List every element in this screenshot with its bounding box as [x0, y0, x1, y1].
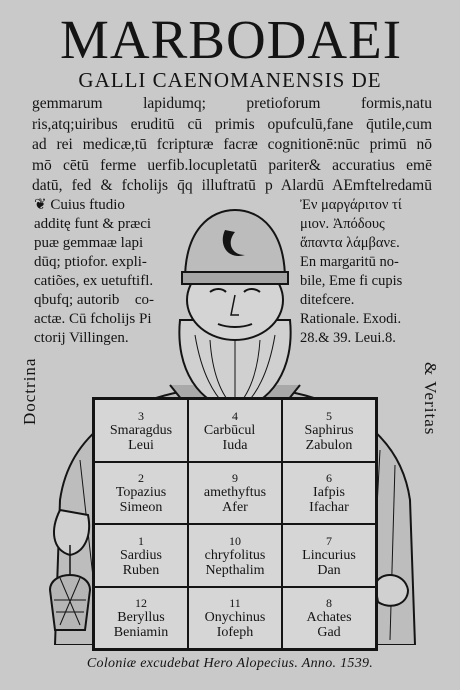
left-line: dūq; ptiofor. expli- [34, 254, 147, 270]
intro-line: gemmarum lapidumq; pretioforum formis,natu [32, 95, 432, 112]
grid-cell [282, 587, 376, 650]
right-line: 28.& 39. Leui.8. [300, 330, 396, 346]
grid-cell [94, 462, 188, 525]
left-line: actæ. Cū fcholijs Pi [34, 311, 152, 327]
cell-number: 6 [326, 471, 332, 486]
cell-stone: Onychinus [204, 610, 266, 626]
left-line: qbufq; autorib᷑ co- [34, 292, 154, 308]
intro-line: ris,atq;uiribus eruditū cū primis opufculū,fane q̄utile,cum [32, 115, 432, 133]
cell-tribe: Ifachar [309, 500, 349, 516]
left-line: catiões, ex uetuftifl. [34, 273, 154, 289]
grid-cell [94, 587, 188, 650]
intro-line: datū, fed & fcholijs q̄q illuftratū p Alardū AEmftelredamū [32, 177, 432, 194]
cell-tribe: Beniamin [113, 625, 169, 641]
right-line: bile, Eme fi cupis [300, 273, 403, 289]
cell-tribe: Dan [317, 562, 341, 578]
right-line: Rationale. Exodi. [300, 311, 402, 327]
cell-stone: Achates [306, 610, 352, 626]
cell-stone: Beryllus [117, 610, 165, 626]
breastplate-grid [92, 397, 378, 651]
cell-tribe: Iuda [222, 437, 248, 453]
cell-stone: Carbūcul᷑ [203, 422, 267, 438]
left-line: additę funt & præci [34, 216, 152, 232]
cell-tribe: Iofeph [216, 625, 254, 641]
cell-stone: Sardius [120, 547, 162, 563]
grid-cell [188, 587, 282, 650]
intro-line: ad rei medicæ,tū fcripturæ facræ cognitionē:nūc primū nō [32, 136, 432, 153]
cell-stone: Smaragdus [109, 422, 173, 438]
grid-cell [282, 524, 376, 587]
right-line: ditefcere. [300, 292, 355, 308]
left-text-column [34, 196, 184, 348]
cell-stone: Lincurius [302, 547, 356, 563]
page-title: MARBODAEI [59, 9, 403, 70]
imprint-footer: Coloniæ excudebat Hero Alopecius. Anno. 1539. [86, 656, 374, 671]
right-line: Ἐν μαργάριτον τί [300, 197, 402, 213]
left-line: puæ gemmaæ lapi [34, 235, 144, 251]
cell-tribe: Simeon [119, 500, 163, 516]
cell-stone: Topazius [115, 485, 167, 501]
side-label-veritas: & Veritas [421, 362, 440, 436]
right-text-column [300, 196, 440, 348]
cell-tribe: Leui [128, 437, 154, 453]
grid-cell [282, 462, 376, 525]
grid-cell [282, 399, 376, 462]
intro-line: mō cētū ferme uerfib.locupletatū pariter& accuratius emē [32, 156, 432, 174]
page-subtitle: GALLI CAENOMANENSIS DE [78, 68, 382, 92]
cell-tribe: Nepthalim [205, 562, 265, 578]
cell-tribe: Gad [317, 625, 341, 641]
grid-cell [94, 524, 188, 587]
grid-cell [188, 524, 282, 587]
left-line: ❦ Cuius ftudio [34, 197, 125, 213]
cell-stone: Saphirus [304, 422, 354, 438]
cell-tribe: Afer [222, 500, 248, 516]
intro-paragraph [32, 94, 432, 197]
cell-number: 8 [326, 596, 332, 611]
right-line: En margaritū no- [300, 254, 399, 270]
left-line: ctorij Villingen. [34, 330, 129, 346]
cell-number: 11 [229, 596, 241, 611]
right-line: ἅπαντα λάμβανε. [300, 235, 400, 251]
grid-cell [188, 399, 282, 462]
cell-tribe: Zabulon [305, 437, 353, 453]
cell-number: 5 [326, 408, 332, 423]
cell-number: 3 [138, 408, 144, 423]
cell-number: 12 [135, 596, 147, 611]
grid-cell [188, 462, 282, 525]
side-label-doctrina: Doctrina [20, 357, 39, 425]
cell-number: 1 [138, 533, 144, 548]
cell-number: 10 [229, 533, 241, 548]
cell-number: 7 [326, 533, 332, 548]
cell-number: 9 [232, 471, 238, 486]
cell-tribe: Ruben [122, 562, 160, 578]
cell-stone: Iafpis [313, 485, 345, 501]
cell-number: 2 [138, 471, 144, 486]
cell-stone: chryfolitus [204, 547, 266, 563]
grid-cell [94, 399, 188, 462]
cell-stone: amethyftus [203, 485, 267, 501]
cell-number: 4 [232, 408, 238, 423]
right-line: μιον. Ἀπόδους [300, 216, 385, 232]
